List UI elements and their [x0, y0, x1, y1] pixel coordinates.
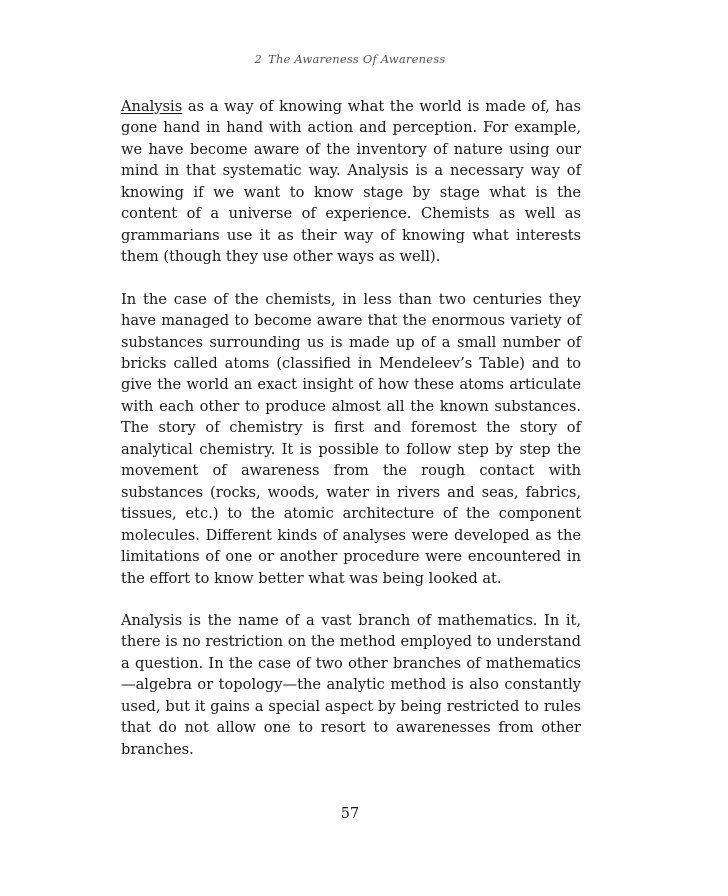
- page-number: 57: [340, 806, 360, 822]
- running-header: [0, 52, 700, 66]
- paragraph-mathematics: Analysis is the name of a vast branch of mathematics. In it, there is no restriction on the method employed to understand a question. In the case of two other branches of mathematics—algebra or topology—the analytic method is also constantly used, but it gains a special aspect by being restricted to rules that do not allow one to resort to awarenesses from other branches.: [121, 611, 581, 758]
- paragraph-chemists: In the case of the chemists, in less than two centuries they have managed to become aware that the enormous variety of substances surrounding us is made up of a small number of bricks called atoms (classified in Mendeleev’s Table) and to give the world an exact insight of how these atoms articulate with each other to produce almost all the known substances. The story of chemistry is first and foremost the story of analytical chemistry. It is possible to follow step by step the movement of awareness from the rough contact with substances (rocks, woods, water in rivers and seas, fabrics, tissues, etc.) to the atomic architecture of the component molecules. Different kinds of analyses were developed as the limitations of one or another procedure were encountered in the effort to know better what was being looked at.: [121, 290, 581, 587]
- chapter-number: 2: [254, 52, 263, 66]
- chapter-title: The Awareness Of Awareness: [268, 52, 446, 66]
- body-text: [121, 96, 581, 781]
- paragraph-text: as a way of knowing what the world is made of, has gone hand in hand with action and perception. For example, we have become aware of the inventory of nature using our mind in that systematic way. Analysis is a necessary way of knowing if we want to know stage by stage what is the content of a universe of experience. Chemists as well as grammarians use it as their way of knowing what interests them (though they use other ways as well).: [121, 98, 581, 266]
- underlined-term: Analysis: [121, 98, 183, 115]
- paragraph-analysis-knowing: [121, 96, 581, 268]
